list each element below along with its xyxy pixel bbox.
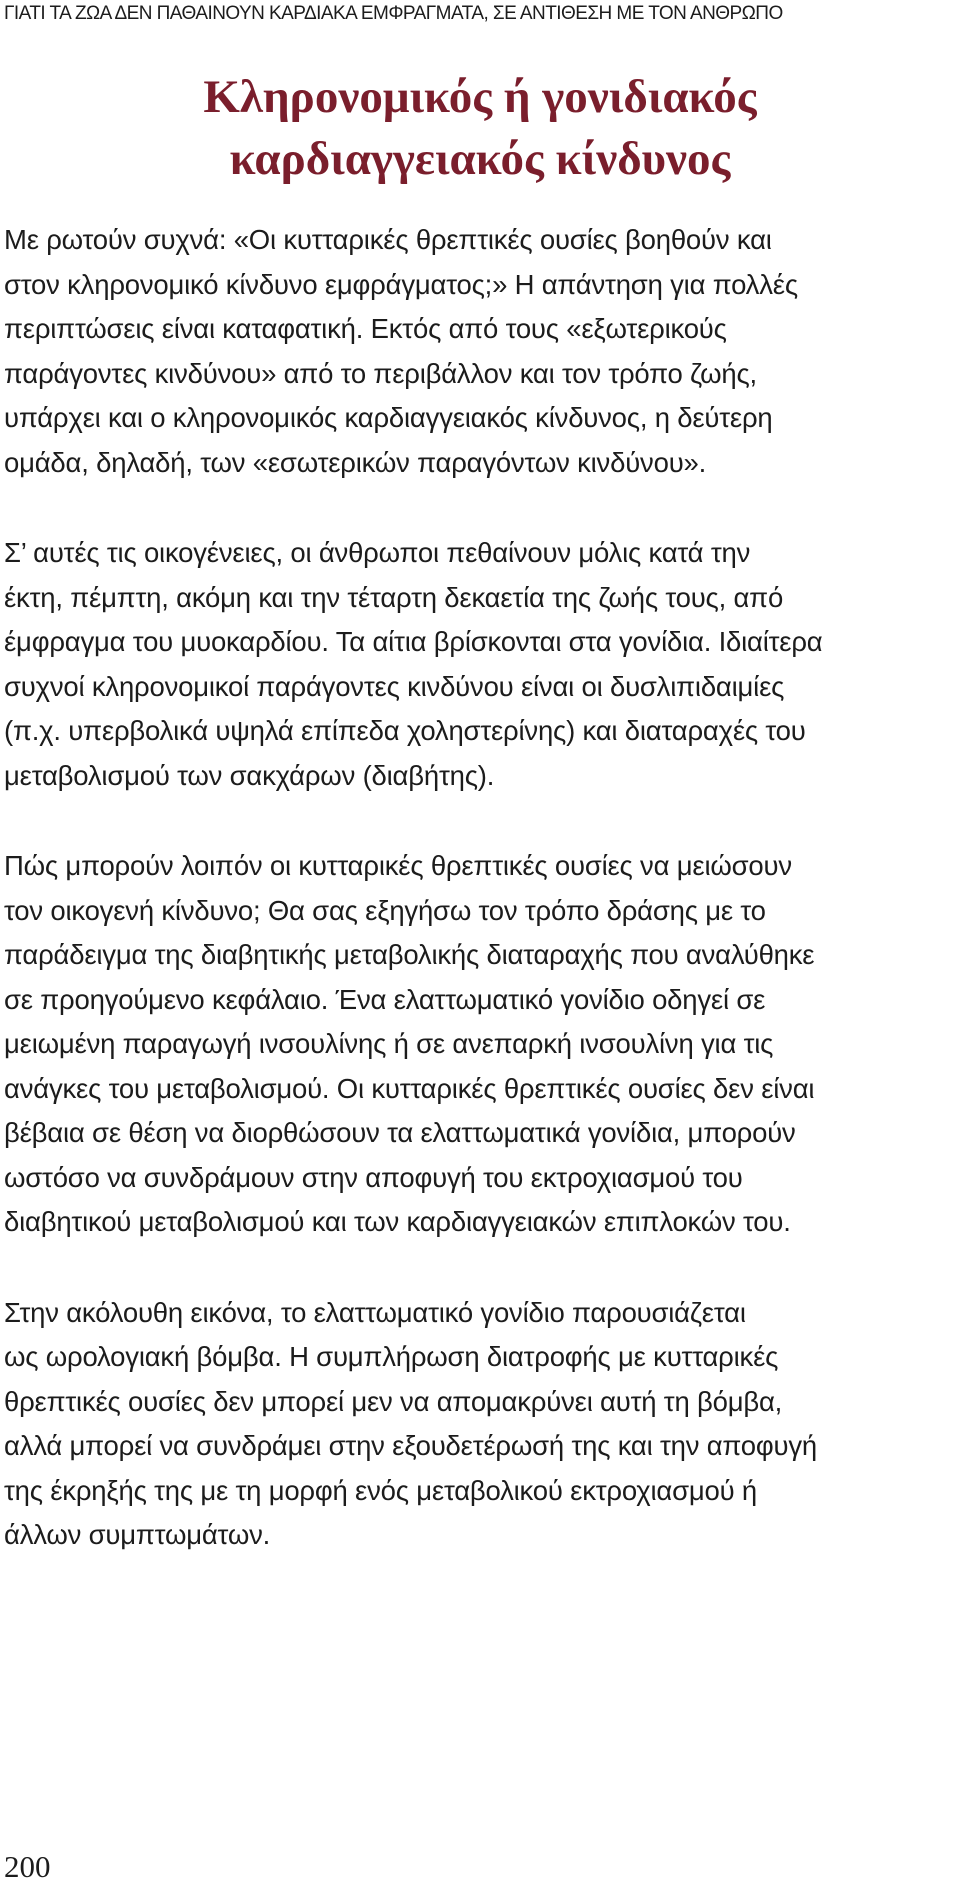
text-line: ομάδα, δηλαδή, των «εσωτερικών παραγόντων κινδύνου».	[4, 446, 707, 478]
text-line: έκτη, πέμπτη, ακόμη και την τέταρτη δεκαετία της ζωής τους, από	[4, 581, 784, 613]
text-line: ως ωρολογιακή βόμβα. Η συμπλήρωση διατροφής με κυτταρικές	[4, 1341, 779, 1372]
chapter-title-line-1: Κληρονομικός ή γονιδιακός	[203, 71, 757, 123]
text-line: παράγοντες κινδύνου» από το περιβάλλον και τον τρόπο ζωής,	[4, 357, 757, 389]
text-line: Με ρωτούν συχνά: «Οι κυτταρικές θρεπτικές ουσίες βοηθούν και	[4, 224, 772, 255]
text-line: παράδειγμα της διαβητικής μεταβολικής διαταραχής που αναλύθηκε	[4, 939, 815, 970]
text-line: τον οικογενή κίνδυνο; Θα σας εξηγήσω τον τρόπο δράσης με το	[4, 894, 766, 926]
text-line: περιπτώσεις είναι καταφατική. Εκτός από τους «εξωτερικούς	[4, 313, 727, 344]
text-line: βέβαια σε θέση να διορθώσουν τα ελαττωματικά γονίδια, μπορούν	[4, 1117, 796, 1148]
chapter-title	[0, 66, 960, 190]
text-line: άλλων συμπτωμάτων.	[4, 1519, 271, 1550]
body-text	[4, 218, 949, 1604]
text-line: διαβητικού μεταβολισμού και των καρδιαγγειακών επιπλοκών του.	[4, 1206, 791, 1237]
paragraph-1	[4, 218, 949, 485]
text-line: συχνοί κληρονομικοί παράγοντες κινδύνου είναι οι δυσλιπιδαιμίες	[4, 670, 785, 702]
text-line: μεταβολισμού των σακχάρων (διαβήτης).	[4, 759, 495, 791]
text-line: Σ’ αυτές τις οικογένειες, οι άνθρωποι πεθαίνουν μόλις κατά την	[4, 537, 751, 568]
paragraph-4	[4, 1291, 949, 1558]
text-line: μειωμένη παραγωγή ινσουλίνης ή σε ανεπαρκή ινσουλίνη για τις	[4, 1028, 774, 1059]
text-line: (π.χ. υπερβολικά υψηλά επίπεδα χοληστερίνης) και διαταραχές του	[4, 715, 806, 746]
running-header: ΓΙΑΤΙ ΤΑ ΖΩΑ ΔΕΝ ΠΑΘΑΙΝΟΥΝ ΚΑΡΔΙΑΚΑ ΕΜΦΡΑΓΜΑΤΑ, ΣΕ ΑΝΤΙΘΕΣΗ ΜΕ ΤΟΝ ΑΝΘΡΩΠΟ	[4, 3, 783, 24]
page-number: 200	[4, 1849, 51, 1884]
text-line: σε προηγούμενο κεφάλαιο. Ένα ελαττωματικό γονίδιο οδηγεί σε	[4, 983, 766, 1015]
text-line: Πώς μπορούν λοιπόν οι κυτταρικές θρεπτικές ουσίες να μειώσουν	[4, 850, 792, 881]
text-line: Στην ακόλουθη εικόνα, το ελαττωματικό γονίδιο παρουσιάζεται	[4, 1296, 746, 1328]
text-line: ανάγκες του μεταβολισμού. Οι κυτταρικές θρεπτικές ουσίες δεν είναι	[4, 1072, 815, 1104]
text-line: θρεπτικές ουσίες δεν μπορεί μεν να απομακρύνει αυτή τη βόμβα,	[4, 1385, 783, 1417]
text-line: της έκρηξής της με τη μορφή ενός μεταβολικού εκτροχιασμού ή	[4, 1474, 757, 1506]
chapter-title-line-2: καρδιαγγειακός κίνδυνος	[229, 133, 731, 185]
text-line: αλλά μπορεί να συνδράμει στην εξουδετέρωσή της και την αποφυγή	[4, 1430, 818, 1461]
text-line: ωστόσο να συνδράμουν στην αποφυγή του εκτροχιασμού του	[4, 1161, 743, 1193]
paragraph-3	[4, 844, 949, 1245]
paragraph-2	[4, 531, 949, 798]
text-line: στον κληρονομικό κίνδυνο εμφράγματος;» Η απάντηση για πολλές	[4, 268, 798, 300]
text-line: έμφραγμα του μυοκαρδίου. Τα αίτια βρίσκονται στα γονίδια. Ιδιαίτερα	[4, 626, 823, 657]
text-line: υπάρχει και ο κληρονομικός καρδιαγγειακός κίνδυνος, η δεύτερη	[4, 402, 773, 433]
